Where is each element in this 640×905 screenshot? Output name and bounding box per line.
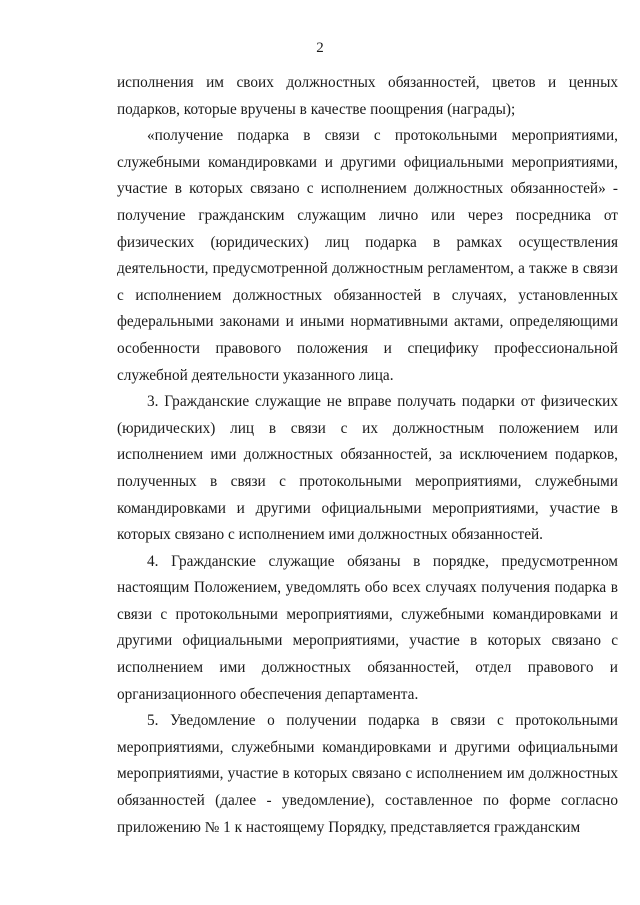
paragraph-item-5: 5. Уведомление о получении подарка в связи с протокольными мероприятиями, служебными командировками и другими официальными мероприятиями, участие в которых связано с исполнением им должностных обязанностей (далее - уведомление), составленное по форме согласно приложению № 1 к настоящему Порядку, представляется гражданским <box>117 712 618 836</box>
page-number: 2 <box>316 40 324 56</box>
document-body <box>117 70 618 841</box>
paragraph-definition: «получение подарка в связи с протокольными мероприятиями, служебными командировками и другими официальными мероприятиями, участие в которых связано с исполнением должностных обязанностей» - получение гражданским служащим лично или через посредника от физических (юридических) лиц подарка в рамках осуществления деятельности, предусмотренной должностным регламентом, а также в связи с исполнением должностных обязанностей в случаях, установленных федеральными законами и иными нормативными актами, определяющими особенности правового положения и специфику профессиональной служебной деятельности указанного лица. <box>117 127 618 384</box>
paragraph-item-3: 3. Гражданские служащие не вправе получать подарки от физических (юридических) лиц в связи с их должностным положением или исполнением ими должностных обязанностей, за исключением подарков, полученных в связи с протокольными мероприятиями, служебными командировками и другими официальными мероприятиями, участие в которых связано с исполнением ими должностных обязанностей. <box>117 393 618 544</box>
paragraph-continuation: исполнения им своих должностных обязанностей, цветов и ценных подарков, которые вручены в качестве поощрения (награды); <box>117 74 618 118</box>
paragraph-item-4: 4. Гражданские служащие обязаны в порядке, предусмотренном настоящим Положением, уведомлять обо всех случаях получения подарка в связи с протокольными мероприятиями, служебными командировками и другими официальными мероприятиями, участие в которых связано с исполнением ими должностных обязанностей, отдел правового и организационного обеспечения департамента. <box>117 552 618 703</box>
